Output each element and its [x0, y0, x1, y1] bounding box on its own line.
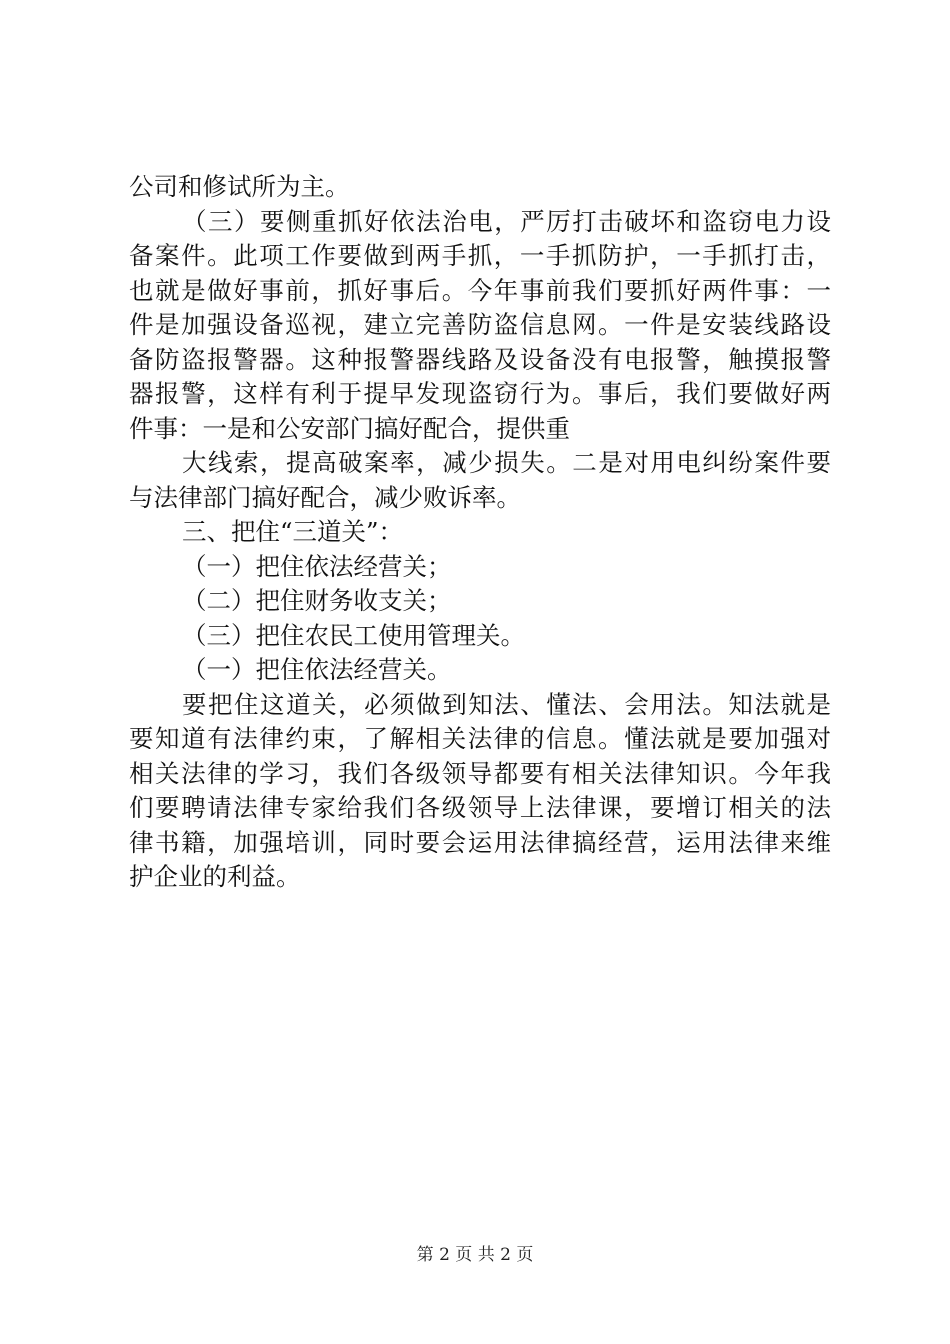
text-line: 也就是做好事前，抓好事后。今年事前我们要抓好两件事：一 [129, 275, 831, 305]
list-item: （一）把住依法经营关； [182, 551, 452, 581]
page-number-footer: 第 2 页 共 2 页 [416, 1245, 534, 1265]
text-line: 护企业的利益。 [129, 862, 301, 891]
list-item: （三）把住农民工使用管理关。 [182, 620, 525, 650]
text-line: 备防盗报警器。这种报警器线路及设备没有电报警，触摸报警 [129, 344, 831, 374]
document-body [129, 170, 831, 895]
text-line: 要知道有法律约束，了解相关法律的信息。懂法就是要加强对 [129, 724, 831, 753]
text-line: 大线索，提高破案率，减少损失。二是对用电纠纷案件要 [182, 448, 831, 477]
text-line: 要把住这道关，必须做到知法、懂法、会用法。知法就是 [182, 689, 831, 719]
text-line: 器报警，这样有利于提早发现盗窃行为。事后，我们要做好两 [129, 379, 831, 408]
text-line: 件是加强设备巡视，建立完善防盗信息网。一件是安装线路设 [129, 310, 831, 339]
subsection-heading: （一）把住依法经营关。 [182, 655, 452, 684]
text-line: 件事：一是和公安部门搞好配合，提供重 [129, 413, 570, 443]
text-line: 备案件。此项工作要做到两手抓，一手抓防护，一手抓打击， [129, 241, 831, 270]
text-line: 律书籍，加强培训，同时要会运用法律搞经营，运用法律来维 [129, 827, 831, 857]
list-item: （二）把住财务收支关； [182, 586, 452, 615]
section-heading: 三、把住“三道关”： [182, 517, 404, 546]
text-line: 相关法律的学习，我们各级领导都要有相关法律知识。今年我 [129, 758, 831, 788]
text-line: 们要聘请法律专家给我们各级领导上法律课，要增订相关的法 [129, 793, 831, 822]
text-line: 与法律部门搞好配合，减少败诉率。 [129, 482, 521, 512]
text-line: （三）要侧重抓好依法治电，严厉打击破坏和盗窃电力设 [182, 206, 831, 236]
text-line: 公司和修试所为主。 [129, 172, 350, 201]
